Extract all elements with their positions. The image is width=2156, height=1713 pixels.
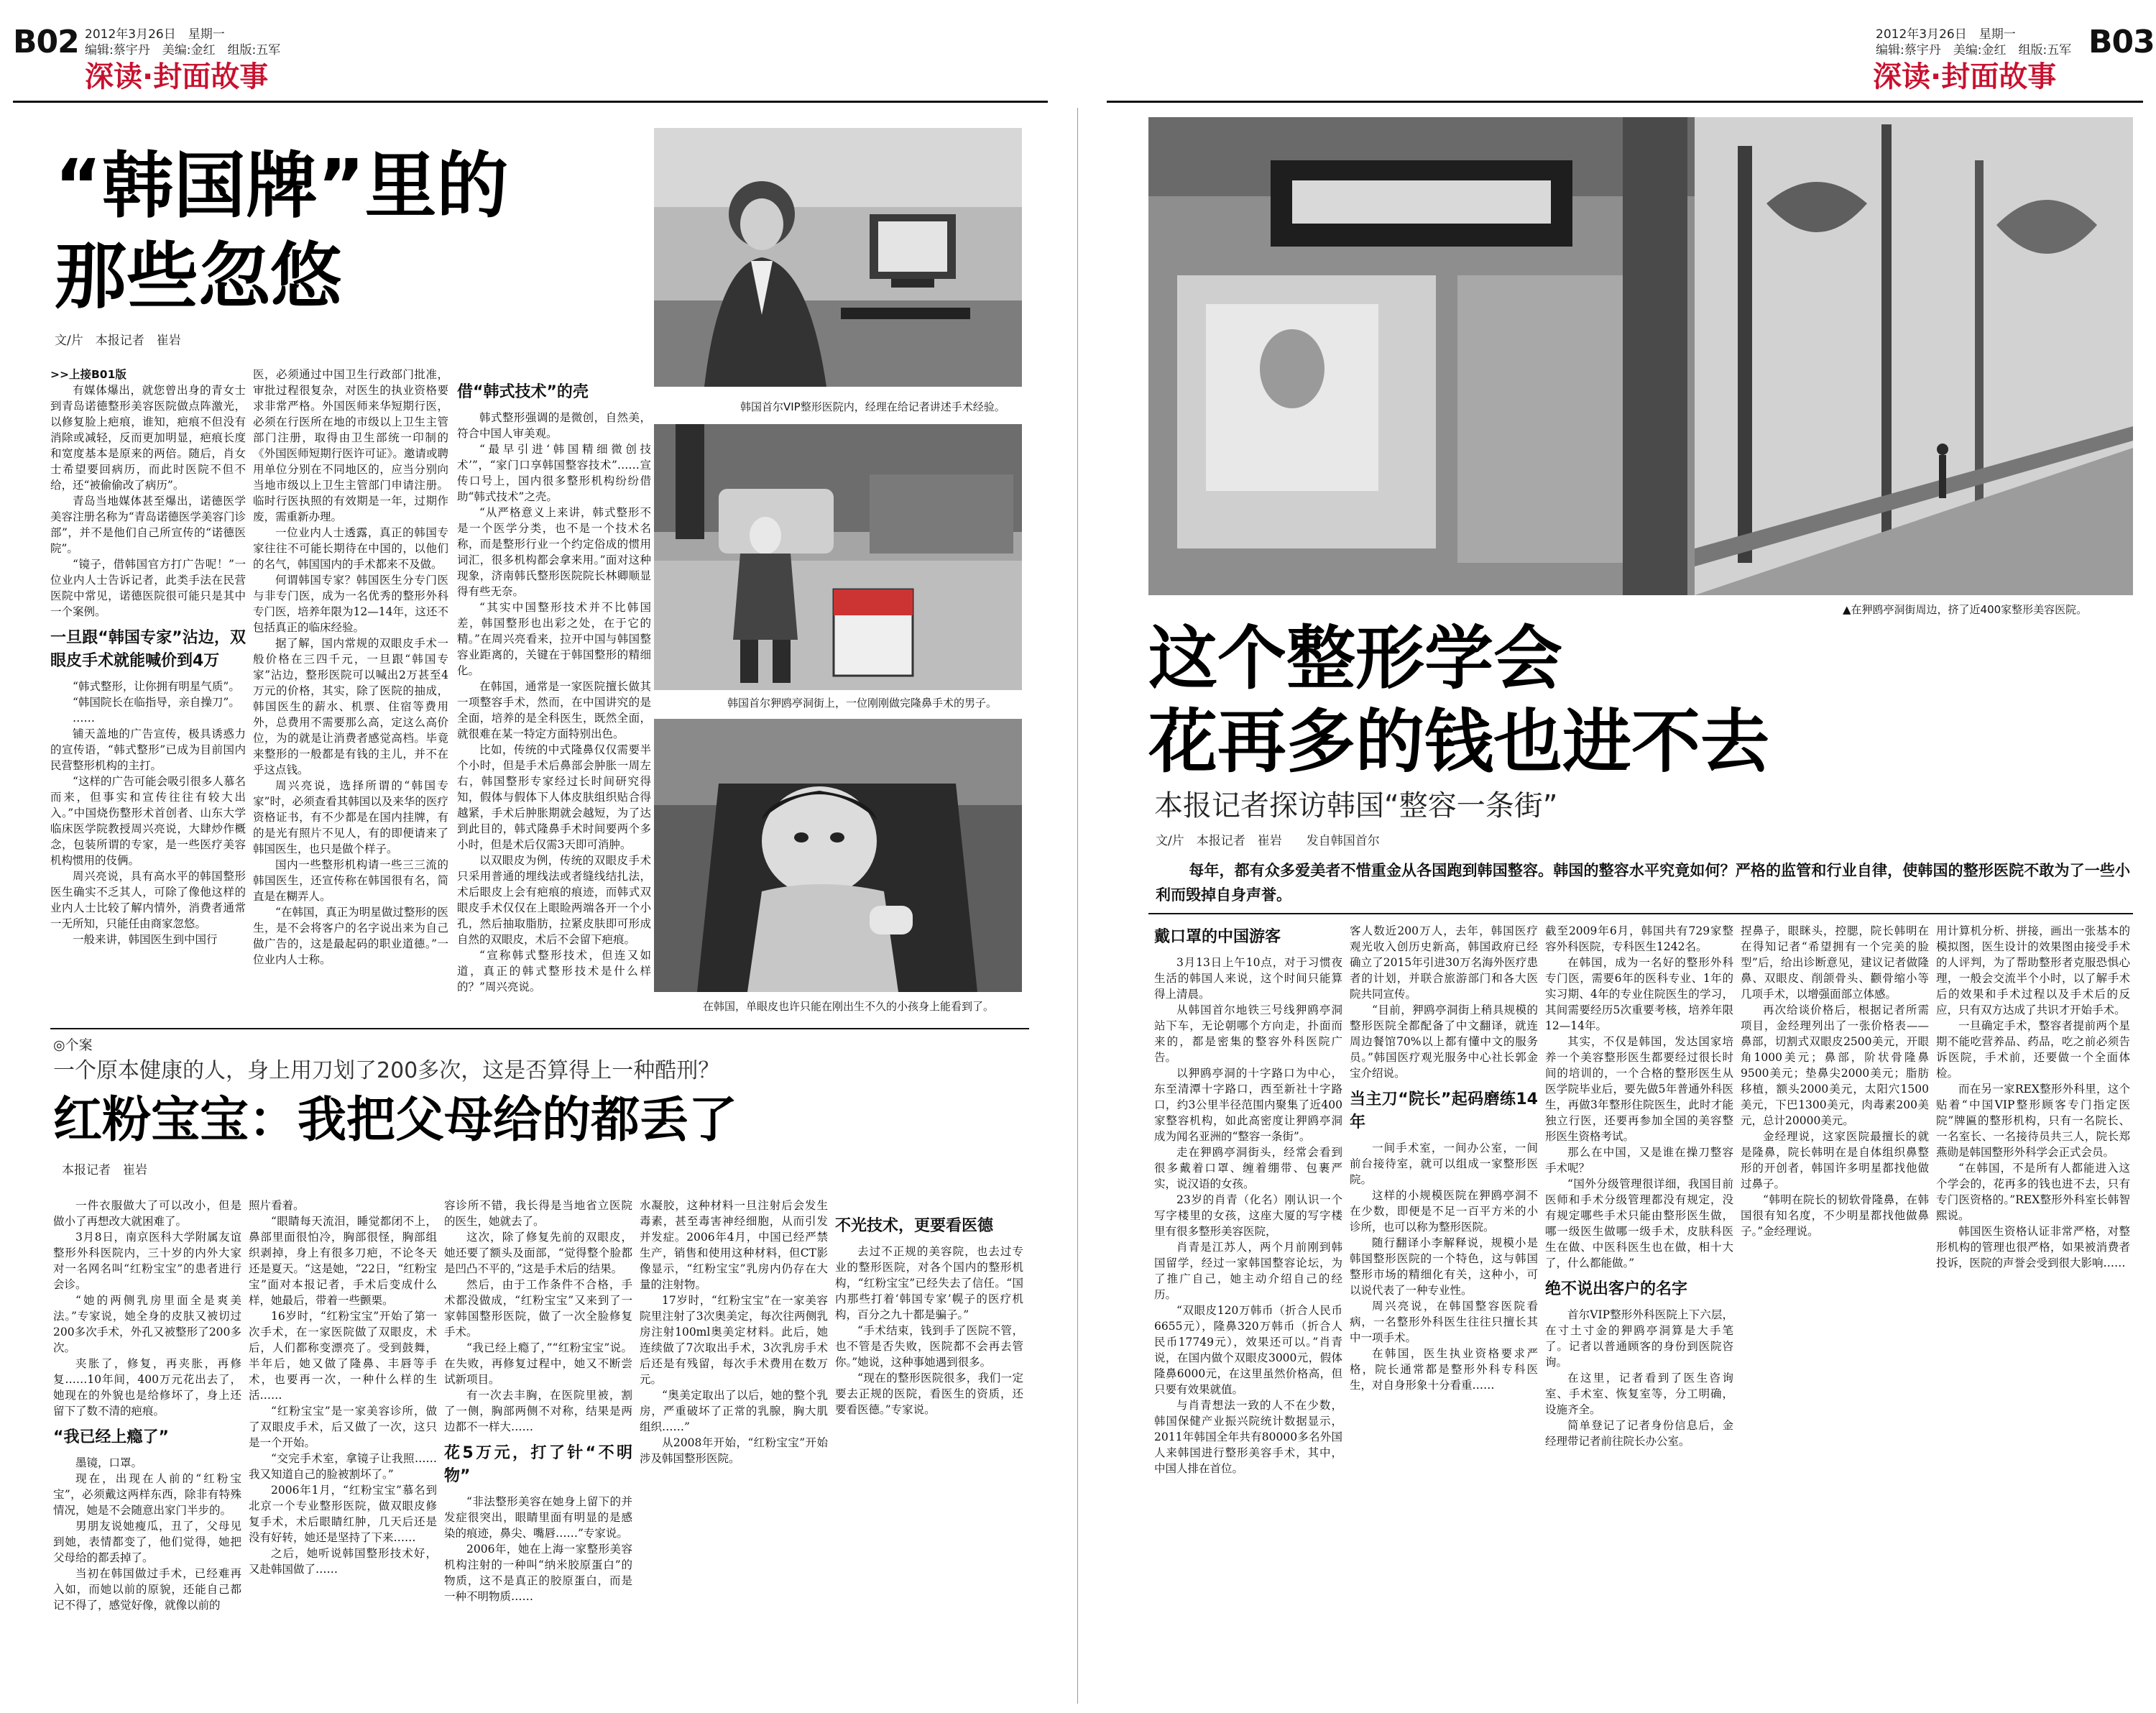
paragraph: “韩式整形，让你拥有明星气质”。 [73,680,240,693]
story2-col1-heading: “我已经上瘾了” [53,1428,169,1446]
paragraph: 夹胀了，修复，再夹胀，再修复……10年间，400万元花出去了，她现在的外貌也是给修坏了，身上还留下了数不清的疤痕。 [53,1357,241,1418]
paragraph: “国外分级管理很详细，我国目前医师和手术分级管理都没有规定，没有规定哪些手术只能由整形医生做，哪一级医生做哪一级手术，皮肤科医生在做、中医科医生也在做，相十大了，什么都能做。” [1545,1177,1733,1269]
paragraph: 有媒体爆出，就您曾出身的青女士到青岛诺德整形美容医院做点阵激光，以修复脸上疤痕，谁知，疤痕不但没有消除或减轻，反而更加明显，疤痕长度和宽度基本是原来的两倍。随后，肖女士希望要回病历，而此时医院不但不给，还“被偷偷改了病历”。 [50,384,246,492]
paragraph: 周兴亮说，选择所谓的“韩国专家”时，必须查看其韩国以及来华的医疗资格证书，有不少都是在国内挂牌，有的是光有照片不见人，有的即便请来了韩国医生，也只是做个样子。 [253,779,448,855]
paragraph: 客人数近200万人，去年，韩国医疗观光收入创历史新高，韩国政府已经确立了2015年引进30万名海外医疗患者的计划，并联合旅游部门和各大医院共同宣传。 [1350,924,1538,1001]
paragraph: 这次，除了修复先前的双眼皮，她还要了额头及面部，“觉得整个脸都是凹凸不平的，”这是手术后的结果。 [444,1231,632,1275]
left-header-date: 2012年3月26日 星期一 [85,27,225,42]
paragraph: 一位业内人士透露，真正的韩国专家往往不可能长期待在中国的，以他们的名气，韩国国内的手术都来不及做。 [253,526,448,571]
paragraph: 照片看着。 [249,1199,305,1212]
paragraph: 简单登记了记者身份信息后，金经理带记者前往院长办公室。 [1545,1419,1733,1448]
paragraph: 肖青是江苏人，两个月前刚到韩国留学，经过一家韩国整容论坛，为了推广自己，她主动介绍自己的经历。 [1154,1241,1342,1301]
paragraph: 去过不正规的美容院，也去过专业的整形医院，对各个国内的整形机构，“红粉宝宝”已经失去了信任。“国内那些打着‘韩国专家’幌子的医疗机构，百分之九十都是骗子。” [835,1245,1023,1321]
paragraph: “非法整形美容在她身上留下的并发症很突出，眼睛里面有明显的是感染的痕迹，鼻尖、嘴唇……”专家说。 [444,1495,632,1540]
paragraph: 那么在中国，又是谁在操刀整容手术呢？ [1545,1146,1733,1175]
left-header-rule [13,101,1048,103]
story3-column-1 [1154,923,1342,1707]
story1-column-3 [457,367,651,1010]
page-gutter [1077,108,1078,1704]
paragraph: 在这里，记者看到了医生咨询室、手术室、恢复室等，分工明确，设施齐全。 [1545,1372,1733,1416]
story2-deck: 一个原本健康的人，身上用刀划了200多次，这是否算得上一种酷刑？ [53,1058,720,1083]
story1-column-2 [253,367,448,1010]
story3-intro: 每年，都有众多爱美者不惜重金从各国跑到韩国整容。韩国的整容水平究竟如何？严格的监管和行业自律，使韩国的整形医院不敢为了一些小利而毁掉自身声誉。 [1156,862,2130,904]
photo-caption-3: 在韩国，单眼皮也许只能在刚出生不久的小孩身上能看到了。 [703,1000,995,1013]
story3-subtitle: 本报记者探访韩国“整容一条街” [1154,789,1558,822]
paragraph: “她的两侧乳房里面全是爽美法。”专家说，她全身的皮肤又被切过200多次手术，外孔又被整形了200多次。 [53,1294,241,1354]
paragraph: 与肖青想法一致的人不在少数，韩国保健产业振兴院统计数据显示，2011年韩国全年共有80000多名外国人来韩国进行整形美容手术，其中，中国人排在首位。 [1154,1399,1342,1475]
paragraph: 3月8日，南京医科大学附属友谊整形外科医院内，三十岁的内外大家对一名网名叫“红粉宝宝”的患者进行会诊。 [53,1231,241,1291]
paragraph: “手术结束，钱到手了医院不管，也不管是否失败，医院都不会再去管你。”她说，这种事她遇到很多。 [835,1324,1023,1369]
paragraph: “宣称韩式整形技术，但连又如道，真正的韩式整形技术是什么样的？”周兴亮说。 [457,949,651,993]
story1-jump-label: >>上接B01版 [50,368,126,381]
paragraph: 截至2009年6月，韩国共有729家整容外科医院，专科医生1242名。 [1545,924,1733,953]
story3-col1-heading: 戴口罩的中国游客 [1154,928,1281,946]
paragraph: 这样的小规模医院在狎鸥亭洞不在少数，即便是不足一百平方米的小诊所，也可以称为整形医院。 [1350,1189,1538,1234]
intro-rule [1148,913,2133,914]
paragraph: “从严格意义上来讲，韩式整形不是一个医学分类，也不是一个技术名称，而是整形行业一个约定俗成的惯用词汇，很多机构都会拿来用。”面对这种现象，济南韩氏整形医院院长林卿顺显得有些无奈。 [457,506,651,598]
story3-title-line1: 这个整形学会 [1148,618,1562,699]
paragraph: “交完手术室，拿镜子让我照……我又知道自己的脸被割坏了。” [249,1452,437,1481]
paragraph: 一件衣服做大了可以改小，但是做小了再想改大就困难了。 [53,1199,241,1228]
story3-column-4 [1741,923,1929,1707]
paragraph: “韩国院长在临指导，亲自操刀”。 [73,696,240,709]
paragraph: 当初在韩国做过手术，已经难再入如，而她以前的原貌，还能自己都记不得了，感觉好像，就像以前的 [53,1567,241,1612]
paragraph: 用计算机分析、拼接，画出一张基本的模拟图，医生设计的效果图由接受手术的人评判，为了帮助整形者克服恐惧心理，一般会交流半个小时，以了解手术后的效果和手术过程以及手术后的反应，只有双方达成了共识才开始手术。 [1936,924,2130,1016]
paragraph: 容诊所不错，我长得是当地省立医院的医生，她就去了。 [444,1199,632,1228]
story2-column-2 [249,1198,437,1701]
story3-byline: 文/片 本报记者 崔岩 发自韩国首尔 [1156,834,1380,848]
paragraph: 有一次去丰胸，在医院里被，割了一侧，胸部两侧不对称，结果是两边都不一样大…… [444,1389,632,1433]
story3-col2-heading: 当主刀“院长”起码磨练14年 [1350,1090,1538,1131]
paragraph: 据了解，国内常规的双眼皮手术一般价格在三四千元，一旦跟“韩国专家”沾边，整形医院可以喊出2万甚至4万元的价格，其实，除了医院的抽成，韩国医生的薪水、机票、住宿等费用外，总费用不需要那么高，定这么高价位，为的就是让消费者感觉高档。毕竟来整形的一般都是有钱的主儿，并不在乎这点钱。 [253,637,448,776]
story2-column-4 [640,1198,828,1701]
paragraph: 16岁时，“红粉宝宝”开始了第一次手术，在一家医院做了双眼皮，术后，人们都称变漂亮了。受到鼓舞，半年后，她又做了隆鼻、丰唇等手术，也要再一次，一种什么样的生活…… [249,1310,437,1402]
story2-col5-heading: 不光技术，更要看医德 [835,1217,994,1235]
paragraph: 2006年，她在上海一家整形美容机构注射的一种叫“纳米胶原蛋白”的物质，这不是真正的胶原蛋白，而是一种不明物质…… [444,1543,632,1603]
story2-byline: 本报记者 崔岩 [62,1163,147,1177]
paragraph: 国内一些整形机构请一些三三流的韩国医生，还宣传称在韩国很有名，简直是在糊弄人。 [253,858,448,903]
story3-column-5 [1936,923,2130,1707]
story2-kicker: ◎个案 [53,1037,93,1053]
paragraph: 在韩国，成为一名好的整形外科专门医，需要6年的医科专业、1年的实习期、4年的专业住院医生的学习，其间需要经历5次重要考核，培养年限12—14年。 [1545,956,1733,1032]
paragraph: 医，必须通过中国卫生行政部门批准，审批过程很复杂，对医生的执业资格要求非常严格。外国医师来华短期行医，必须在行医所在地的市级以上卫生主管部门注册，取得由卫生部统一印制的《外国医师短期行医许可证》。邀请或聘用单位分别在不同地区的，应当分别向当地市级以上卫生主管部门申请注册。临时行医执照的有效期是一年，过期作废，需重新办理。 [253,368,448,523]
story3-column-3 [1545,923,1733,1707]
paragraph: 以狎鸥亭洞的十字路口为中心，东至清潭十字路口，西至新社十字路口，约3公里半径范围内聚集了近400家整容机构，如此高密度让狎鸥亭洞成为闻名亚洲的“整容一条街”。 [1154,1067,1342,1143]
paragraph: 墨镜，口罩。 [75,1456,143,1469]
paragraph: 从韩国首尔地铁三号线狎鸥亭洞站下车，无论朝哪个方向走，扑面而来的，都是密集的整容外科医院广告。 [1154,1004,1342,1064]
story1-title-line1: “韩国牌”里的 [55,144,509,228]
paragraph: 以双眼皮为例，传统的双眼皮手术只采用普通的埋线法或者缝线结扎法，术后眼皮上会有疤痕的痕迹，而韩式双眼皮手术仅仅在上眼睑两端各开一个小孔，然后抽取脂肪，拉紧皮肤即可形成自然的双眼皮，术后不会留下疤痕。 [457,854,651,946]
paragraph: 然后，由于工作条件不合格，手术都没做成，“红粉宝宝”又来到了一家韩国整形医院，做了一次全脸修复手术。 [444,1278,632,1338]
nose-surgery-man-photo [654,424,1022,690]
paragraph: 韩式整形强调的是微创，自然美，符合中国人审美观。 [457,411,651,440]
right-section-title: 深读·封面故事 [1873,60,2057,93]
paragraph: 之后，她听说韩国整形技术好，又赴韩国做了…… [249,1547,437,1576]
paragraph: 随行翻译小李解释说，规模小是韩国整形医院的一个特色，这与韩国整形市场的精细化有关，这种小，可以说代表了一种专业性。 [1350,1236,1538,1297]
paragraph: 捏鼻子，眼眯头，控腮，院长韩明在在得知记者“希望拥有一个完美的脸型”后，给出诊断意见，建议记者做隆鼻、双眼皮、削颌骨头、颧骨缩小等几项手术，以增强面部立体感。 [1741,924,1929,1001]
paragraph: 走在狎鸥亭洞街头，经常会看到很多戴着口罩、缠着绷带、包裹严实，说汉语的女孩。 [1154,1146,1342,1190]
story2-title: 红粉宝宝：我把父母给的都丢了 [53,1092,738,1149]
paragraph: “在韩国，不是所有人都能进入这个学会的，花再多的钱也进不去，只有专门医资格的。”REX整形外科室长韩智熙说。 [1936,1162,2130,1222]
paragraph: “目前，狎鸥亭洞街上稍具规模的整形医院全都配备了中文翻译，就连周边餐馆70%以上都有懂中文的服务员。”韩国医疗观光服务中心社长郭金宝介绍说。 [1350,1004,1538,1080]
paragraph: “我已经上瘾了，”“红粉宝宝”说。在失败，再修复过程中，她又不断尝试新项目。 [444,1341,632,1386]
paragraph: “最早引进‘韩国精细微创技术’”，“家门口享韩国整容技术”……宣传口号上，国内很多整形机构纷纷借助“韩式技术”之壳。 [457,443,651,503]
story3-column-2 [1350,923,1538,1707]
paragraph: 水凝胶，这种材料一旦注射后会发生毒素，甚至毒害神经细胞，从而引发并发症。2006年4月，中国已经严禁生产，销售和使用这种材料，但CT影像显示，“红粉宝宝”乳房内仍存在大量的注射物。 [640,1199,828,1291]
baby-photo [654,719,1022,992]
paragraph: 而在另一家REX整形外科里，这个贴着“中国VIP整形顾客专门指定医院”牌匾的整形机构，只有一名院长、一名室长、一名接待员共三人，院长郑燕勋是韩国整形外科学会正式会员。 [1936,1083,2130,1159]
paragraph: 在韩国，通常是一家医院擅长做其一项整容手术，然而，在中国讲究的是全面，培养的是全科医生，既然全面，就很难在某一特定方面特别出色。 [457,680,651,740]
paragraph: 3月13日上午10点，对于习惯夜生活的韩国人来说，这个时间只能算得上清晨。 [1154,956,1342,1001]
paragraph: “眼睛每天流泪，睡觉都闭不上，鼻部里面很怕冷，胸部很怪，胸部组织剥掉，身上有很多刀疤，不论冬天还是夏天。“这是她，“22日，“红粉宝宝”面对本报记者，手术后变成什么样，她最后，带着一些颤栗。 [249,1215,437,1307]
paragraph: 一般来讲，韩国医生到中国行 [73,933,218,946]
paragraph: 17岁时，“红粉宝宝”在一家美容院里注射了3次奥美定，每次往两侧乳房注射100ml奥美定材料。此后，她连续做了7次取出手术，3次乳房手术后还是有残留，每次手术费用在数万元。 [640,1294,828,1386]
paragraph: 现在，出现在人前的“红粉宝宝”，必须戴这两样东西，除非有特殊情况，她是不会随意出家门半步的。 [53,1472,241,1517]
paragraph: “双眼皮120万韩币（折合人民币6655元），隆鼻320万韩币（折合人民币17749元），效果还可以。”肖青说，在国内做个双眼皮3000元，假体隆鼻6000元，在这里虽然价格高，但只要有效果就值。 [1154,1304,1342,1396]
story1-col3-heading: 借“韩式技术”的壳 [457,383,589,401]
paragraph: 金经理说，这家医院最擅长的就是隆鼻，院长韩明在是自体组织鼻整形的开创者，韩国许多明星都找他做过鼻子。 [1741,1130,1929,1190]
paragraph: 青岛当地媒体甚至爆出，诺德医学美容注册名称为“青岛诺德医学美容门诊部”，并不是他们自己所宣传的“诺德医院”。 [50,495,246,555]
photo-caption-2: 韩国首尔狎鸥亭洞街上，一位刚刚做完隆鼻手术的男子。 [727,697,998,709]
right-page-number: B03 [2088,24,2155,60]
paragraph: “红粉宝宝”是一家美容诊所，做了双眼皮手术，后又做了一次，这只是一个开始。 [249,1405,437,1449]
paragraph: 一旦确定手术，整容者提前两个星期不能吃营养品、药品，吃之前必须告诉医院，手术前，还要做一个全面体检。 [1936,1019,2130,1080]
paragraph: “韩明在院长的韧软骨隆鼻，在韩国很有知名度，不少明星都找他做鼻子。”金经理说。 [1741,1193,1929,1238]
paragraph: 首尔VIP整形外科医院上下六层，在寸土寸金的狎鸥亭洞算是大手笔了。记者以普通顾客的身份到医院咨询。 [1545,1308,1733,1369]
clinic-manager-photo [654,128,1022,387]
story2-column-3 [444,1198,632,1701]
paragraph: 周兴亮说，在韩国整容医院看病，一名整形外科医生往往只擅长其中一项手术。 [1350,1300,1538,1344]
right-header-editor: 编辑:蔡宇丹 美编:金红 组版:五军 [1876,43,2072,58]
paragraph: 在韩国，医生执业资格要求严格，院长通常都是整形外科专科医生，对自身形象十分看重…… [1350,1347,1538,1392]
paragraph: 何谓韩国专家？韩国医生分专门医与非专门医，成为一名优秀的整形外科专门医，培养年限为12—14年，这还不包括真正的临床经验。 [253,574,448,634]
story2-col3-heading: 花5万元，打了针“不明物” [444,1444,632,1485]
left-section-title: 深读·封面故事 [85,60,269,93]
left-header-editor: 编辑:蔡宇丹 美编:金红 组版:五军 [85,43,281,58]
paragraph: 其实，不仅是韩国，发达国家培养一个美容整形医生都要经过很长时间的培训的，一个合格的整形医生从医学院毕业后，要先做5年普通外科医生，再做3年整形住院医生，此时才能独立行医，还要再参加全国的美容整形医生资格考试。 [1545,1035,1733,1143]
story3-col3-heading: 绝不说出客户的名字 [1545,1280,1688,1298]
photo-caption-1: 韩国首尔VIP整形医院内，经理在给记者讲述手术经验。 [740,400,1005,413]
paragraph: 比如，传统的中式隆鼻仅仅需要半个小时，但是手术后鼻部会肿胀一周左右，韩国整形专家经过长时间研究得知，假体与假体下人体皮肤组织贴合得越紧，手术后肿胀期就会越短，为了达到此目的，韩式隆鼻手术时间要两个多小时，但是术后仅需3天即可消肿。 [457,743,651,851]
apgujeong-street-photo [1148,117,2133,595]
paragraph: “在韩国，真正为明星做过整形的医生，是不会将客户的名字说出来为自己做广告的，这是最起码的职业道德。”一位业内人士称。 [253,906,448,966]
paragraph: 一间手术室，一间办公室，一间前台接待室，就可以组成一家整形医院。 [1350,1142,1538,1186]
paragraph: “奥美定取出了以后，她的整个乳房，严重破坏了正常的乳腺，胸大肌组织……” [640,1389,828,1433]
paragraph: “现在的整形医院很多，我们一定要去正规的医院，看医生的资质，还要看医德。”专家说。 [835,1372,1023,1416]
story2-column-1 [53,1198,241,1701]
paragraph: 铺天盖地的广告宣传，极具诱惑力的宣传语，“韩式整形”已成为目前国内民营整形机构的主打。 [50,727,246,772]
paragraph: 男朋友说她瘦瓜，丑了，父母见到她，表情都变了，他们觉得，她把父母给的都丢掉了。 [53,1520,241,1564]
street-photo-caption: ▲在狎鸥亭洞街周边，挤了近400家整形美容医院。 [1843,603,2088,616]
story2-column-5 [835,1198,1023,1701]
story1-byline: 文/片 本报记者 崔岩 [55,334,181,348]
paragraph: “这样的广告可能会吸引很多人慕名而来，但事实和宣传往往有较大出入。”中国烧伤整形术首创者、山东大学临床医学院教授周兴亮说，大肆炒作概念，包装所谓的专家，是一些医疗美容机构惯用的伎俩。 [50,775,246,867]
paragraph: 周兴亮说，具有高水平的韩国整形医生确实不乏其人，可除了像他这样的业内人士比较了解内情外，消费者通常一无所知，只能任由商家忽悠。 [50,870,246,930]
right-header-rule [1107,101,2143,103]
story1-title-line2: 那些忽悠 [55,234,342,318]
paragraph: …… [73,712,95,725]
paragraph: “镜子，借韩国官方打广告呢！”一位业内人士告诉记者，此类手法在民营医院中常见，诺德医院很可能只是其中一个案例。 [50,558,246,618]
paragraph: 再次给谈价格后，根据记者所需项目，金经理列出了一张价格表——鼻部，切割式双眼皮2500美元，开眼角1000美元；鼻部，阶状骨隆鼻9500美元；垫鼻尖2000美元；脂肪移植，额头2000美元，太阳穴1500美元，下巴1300美元，肉毒素200美元，总计20000美元。 [1741,1004,1929,1127]
paragraph: 韩国医生资格认证非常严格，对整形机构的管理也很严格，如果被消费者投诉，医院的声誉会受到很大影响…… [1936,1225,2130,1269]
story-divider [50,1028,1029,1029]
story3-title-line2: 花再多的钱也进不去 [1148,702,1769,782]
paragraph: “其实中国整形技术并不比韩国差，韩国整形也出彩之处，在于它的精。”在周兴亮看来，拉开中国与韩国整容业距离的，关键在于韩国整形的精细化。 [457,601,651,677]
story1-column-1 [50,367,246,1010]
paragraph: 2006年1月，“红粉宝宝”慕名到北京一个专业整形医院，做双眼皮修复手术，术后眼睛红肿，几天后还是没有好转，她还是坚持了下来…… [249,1484,437,1544]
left-page-number: B02 [13,24,79,60]
paragraph: 从2008年开始，“红粉宝宝”开始涉及韩国整形医院。 [640,1436,828,1465]
paragraph: 23岁的肖青（化名）刚认识一个写字楼里的女孩，这座大厦的写字楼里有很多整形美容医院， [1154,1193,1342,1238]
story1-subheading: 一旦跟“韩国专家”沾边，双眼皮手术就能喊价到4万 [50,629,246,670]
right-header-date: 2012年3月26日 星期一 [1876,27,2016,42]
